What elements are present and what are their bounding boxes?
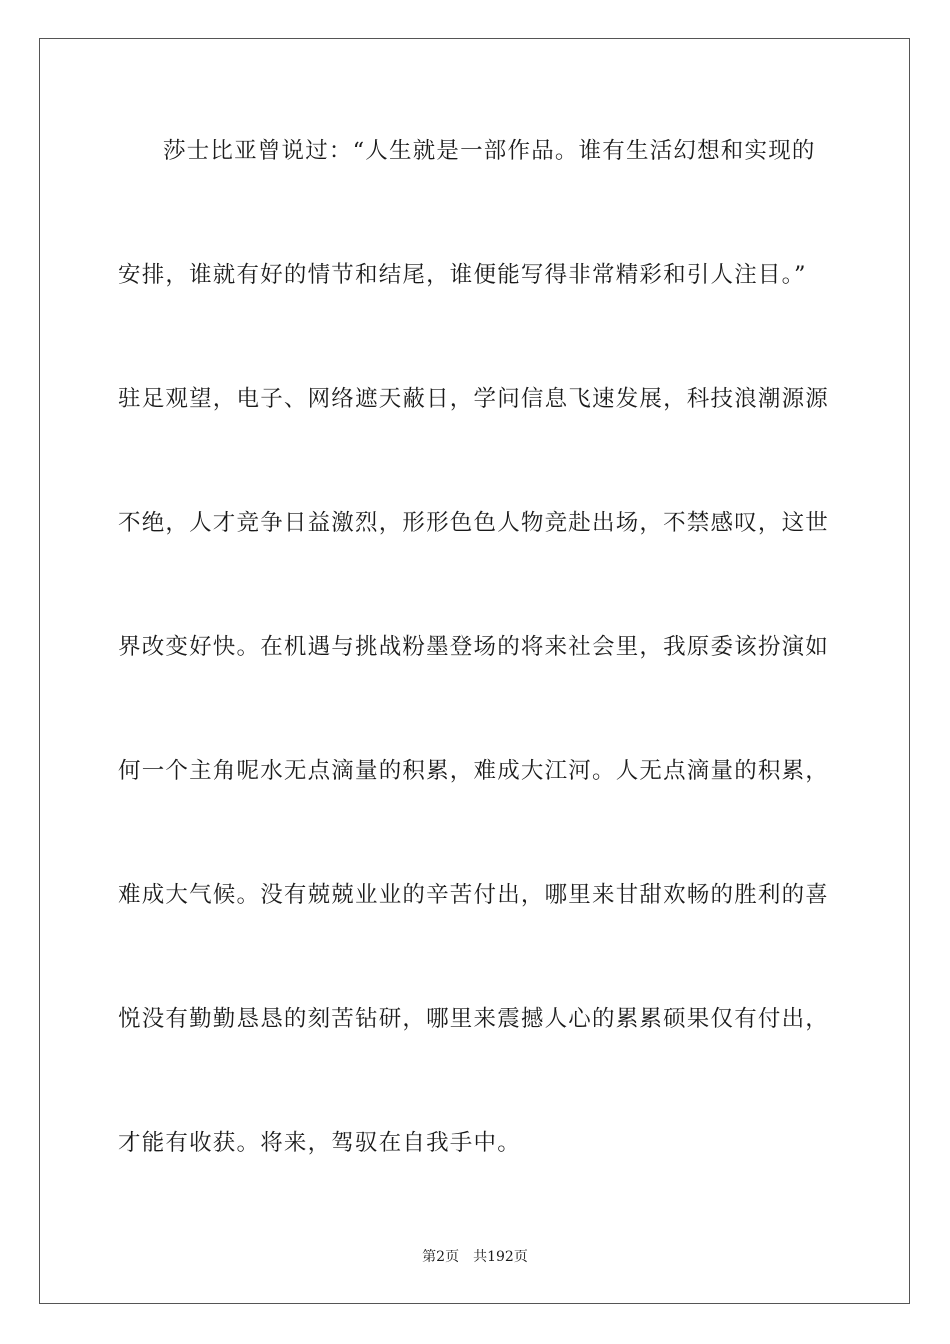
- page-total: 共192页: [473, 1249, 528, 1265]
- text-line: 界改变好快。在机遇与挑战粉墨登场的将来社会里，我原委该扮演如: [118, 634, 830, 660]
- text-line: 不绝，人才竞争日益激烈，形形色色人物竞赴出场，不禁感叹，这世: [118, 510, 830, 536]
- text-line: 驻足观望，电子、网络遮天蔽日，学问信息飞速发展，科技浪潮源源: [118, 386, 830, 412]
- text-line: 才能有收获。将来，驾驭在自我手中。: [118, 1130, 521, 1156]
- text-line: 何一个主角呢水无点滴量的积累，难成大江河。人无点滴量的积累，: [118, 758, 830, 784]
- text-line: 莎士比亚曾说过：“人生就是一部作品。谁有生活幻想和实现的: [163, 138, 816, 164]
- text-line: 悦没有勤勤恳恳的刻苦钻研，哪里来震撼人心的累累硕果仅有付出，: [118, 1006, 830, 1032]
- page-footer: [0, 1248, 950, 1266]
- text-line: 难成大气候。没有兢兢业业的辛苦付出，哪里来甘甜欢畅的胜利的喜: [118, 882, 830, 908]
- page-number: 第2页: [422, 1249, 460, 1265]
- page-border: [39, 38, 910, 1304]
- text-line: 安排，谁就有好的情节和结尾，谁便能写得非常精彩和引人注目。”: [118, 262, 807, 288]
